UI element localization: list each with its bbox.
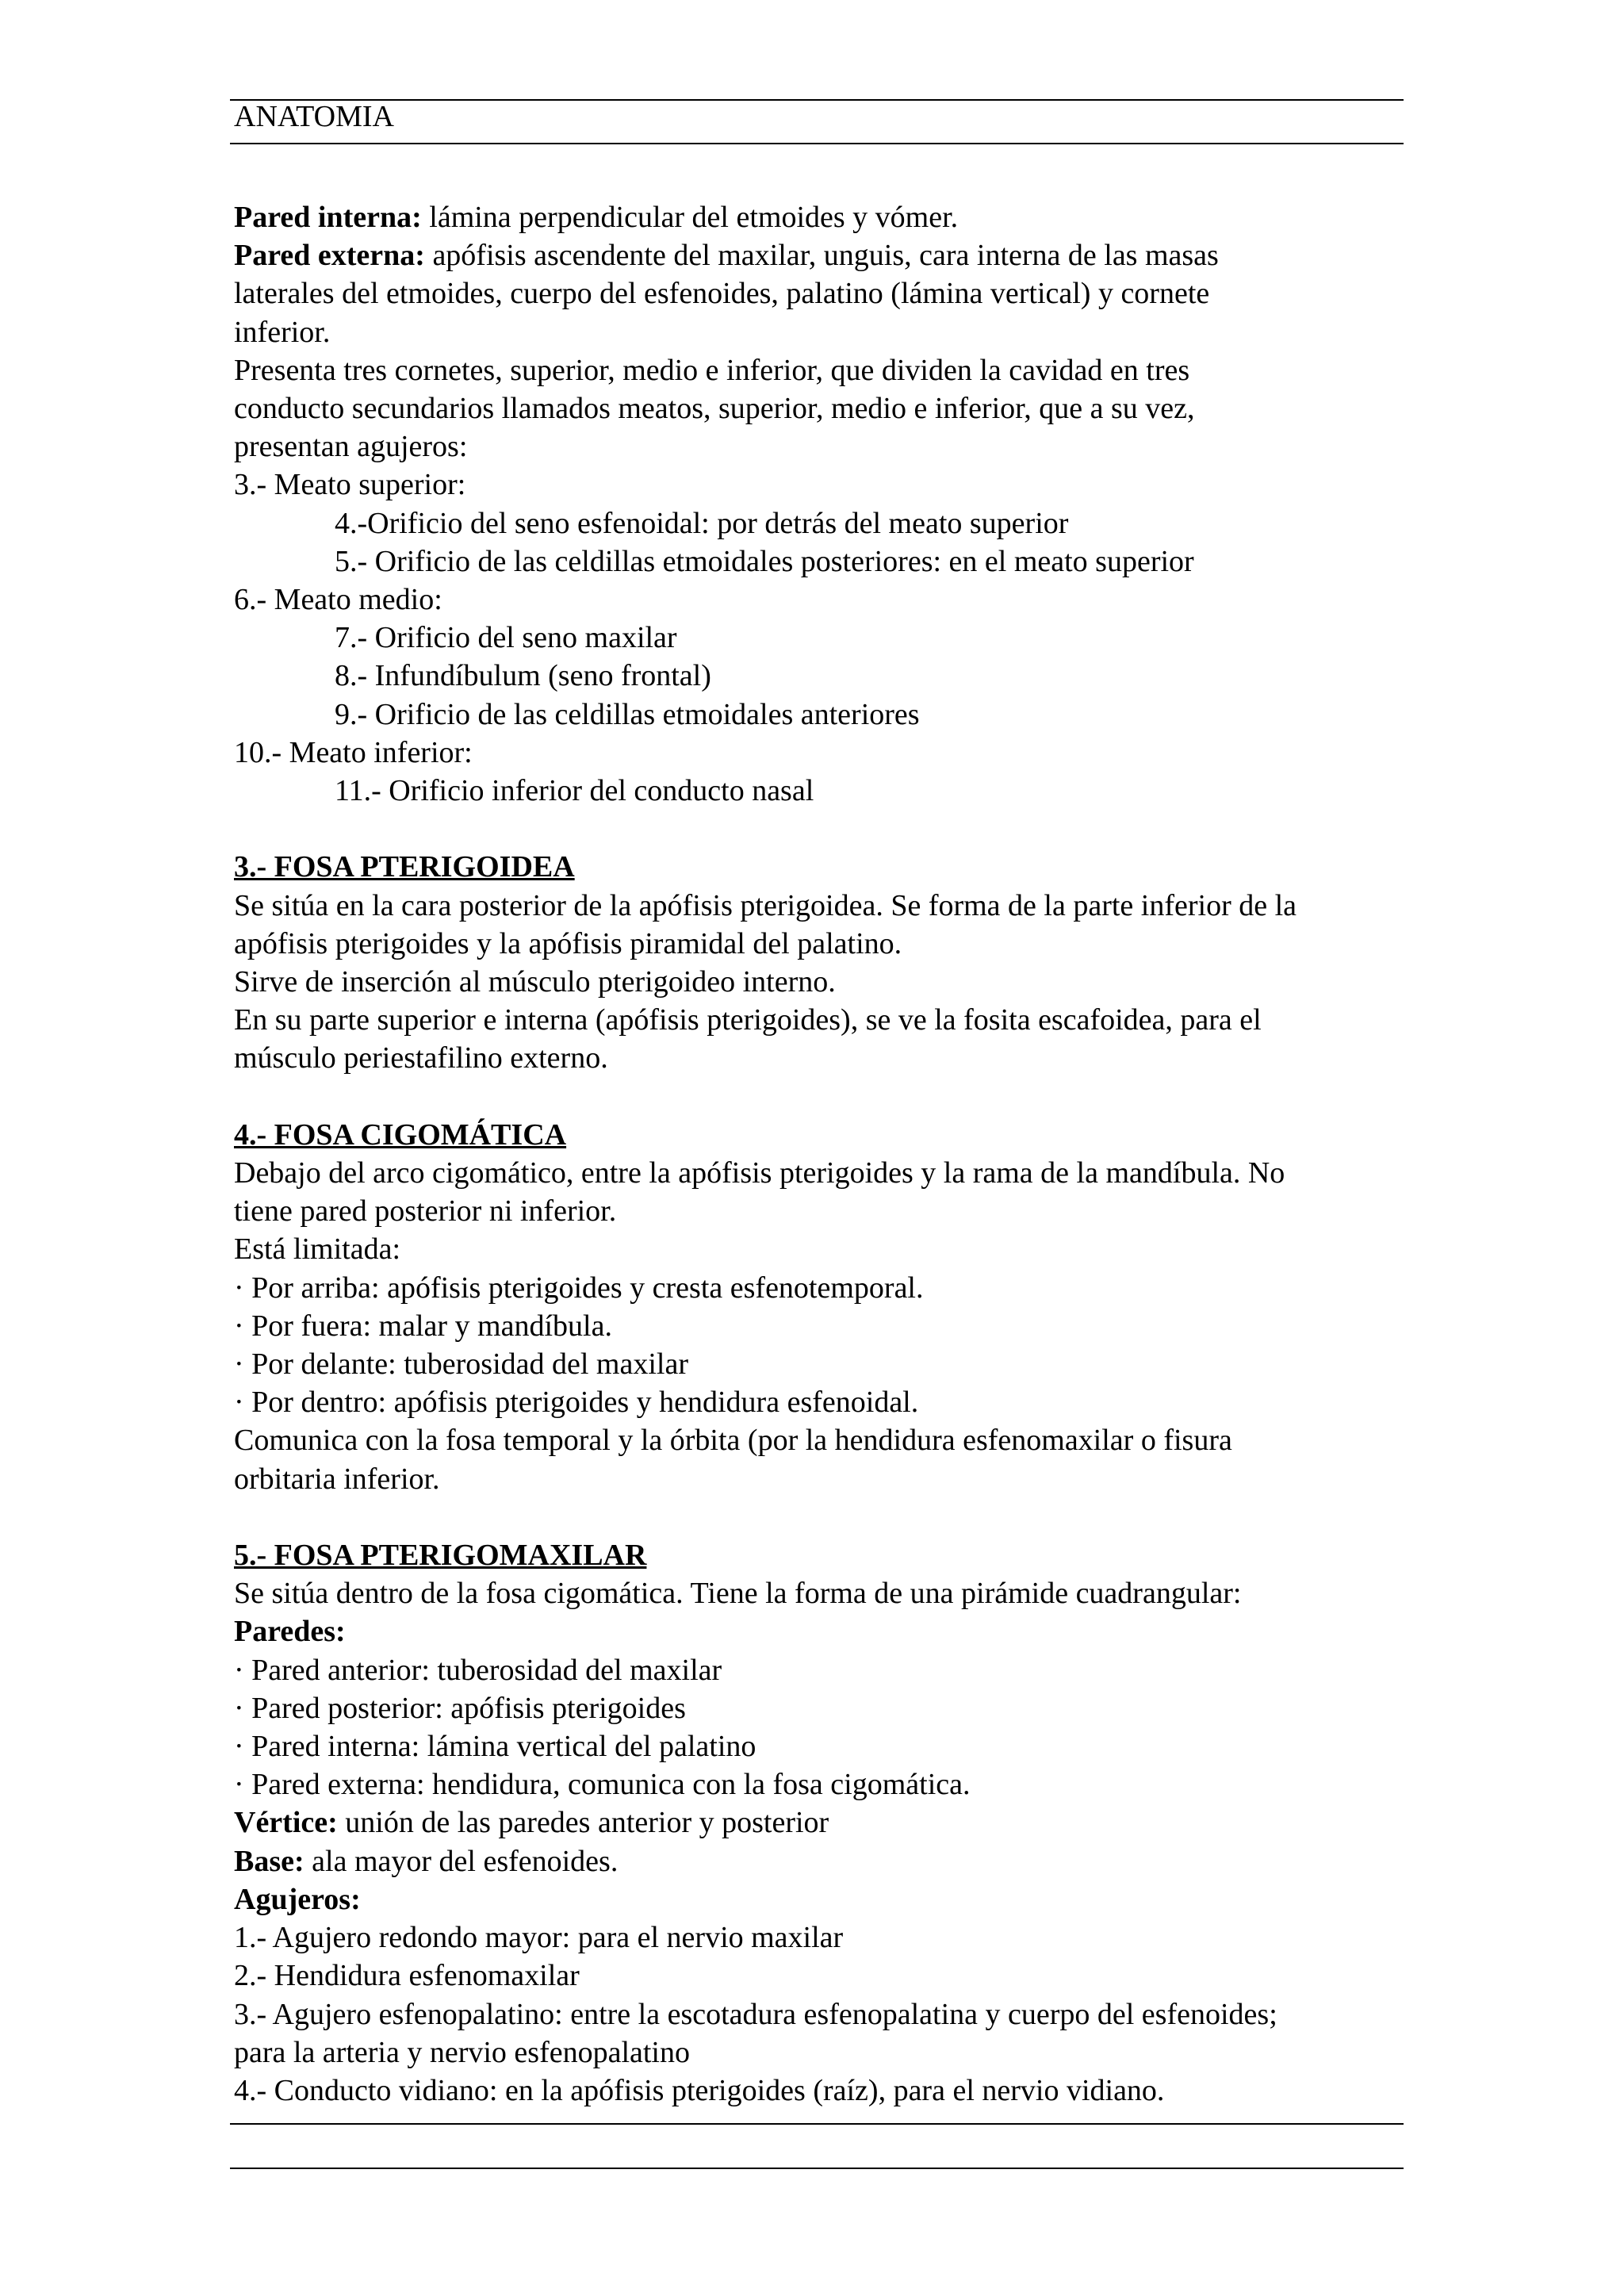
section-heading-fosa-pterigomaxilar: 5.- FOSA PTERIGOMAXILAR [234, 1539, 647, 1573]
list-item: 10.- Meato inferior: [234, 735, 473, 769]
pared-externa-text: apófisis ascendente del maxilar, unguis, cara interna de las masas [424, 239, 1219, 273]
list-item: 3.- Meato superior: [234, 468, 466, 502]
header-bottom-rule [230, 143, 1404, 144]
sub-list-item: 9.- Orificio de las celdillas etmoidales anteriores [335, 697, 920, 731]
pared-externa-label: Pared externa: [234, 239, 425, 273]
text-line: En su parte superior e interna (apófisis pterigoides), se ve la fosita escafoidea, para el [234, 1003, 1262, 1037]
text-line: Presenta tres cornetes, superior, medio e inferior, que dividen la cavidad en tres [234, 353, 1190, 387]
text-line: laterales del etmoides, cuerpo del esfenoides, palatino (lámina vertical) y cornete [234, 277, 1210, 311]
base-text: ala mayor del esfenoides. [304, 1844, 619, 1878]
bullet-item: · Pared externa: hendidura, comunica con la fosa cigomática. [234, 1768, 971, 1802]
sub-list-item: 4.-Orificio del seno esfenoidal: por detrás del meato superior [335, 506, 1069, 540]
section-heading-fosa-cigomatica: 4.- FOSA CIGOMÁTICA [234, 1117, 567, 1152]
sub-list-item: 5.- Orificio de las celdillas etmoidales posteriores: en el meato superior [335, 544, 1194, 578]
list-item: 3.- Agujero esfenopalatino: entre la escotadura esfenopalatina y cuerpo del esfenoides; [234, 1997, 1277, 2031]
agujeros-label: Agujeros: [234, 1882, 361, 1916]
paredes-label: Paredes: [234, 1615, 346, 1649]
footer-bottom-rule [230, 2168, 1404, 2169]
list-item: 6.- Meato medio: [234, 583, 442, 617]
text-line: Debajo del arco cigomático, entre la apófisis pterigoides y la rama de la mandíbula. No [234, 1156, 1285, 1190]
header-top-rule [230, 99, 1404, 101]
bullet-item: · Por fuera: malar y mandíbula. [234, 1309, 612, 1343]
document-body [234, 198, 1404, 2110]
list-item: 2.- Hendidura esfenomaxilar [234, 1959, 580, 1993]
section-heading-fosa-pterigoidea: 3.- FOSA PTERIGOIDEA [234, 850, 575, 884]
text-line: tiene pared posterior ni inferior. [234, 1194, 617, 1228]
text-line: Se sitúa en la cara posterior de la apófisis pterigoidea. Se forma de la parte inferior de la [234, 888, 1297, 922]
pared-interna-label: Pared interna: [234, 201, 422, 234]
pared-interna-line [234, 198, 1404, 236]
pared-interna-text: lámina perpendicular del etmoides y vómer. [421, 201, 959, 234]
text-line: músculo periestafilino externo. [234, 1041, 608, 1075]
text-line: apófisis pterigoides y la apófisis piramidal del palatino. [234, 926, 902, 960]
header-title: ANATOMIA [234, 100, 394, 133]
sub-list-item: 11.- Orificio inferior del conducto nasal [335, 774, 814, 808]
sub-list-item: 7.- Orificio del seno maxilar [335, 621, 677, 655]
paragraph-gap [234, 1498, 1404, 1536]
base-line [234, 1842, 1404, 1880]
paragraph-gap [234, 810, 1404, 848]
bullet-item: · Por arriba: apófisis pterigoides y cresta esfenotemporal. [234, 1271, 924, 1305]
pared-externa-line [234, 236, 1404, 274]
list-item: 1.- Agujero redondo mayor: para el nervio maxilar [234, 1921, 844, 1955]
bullet-item: · Pared anterior: tuberosidad del maxilar [234, 1653, 722, 1687]
text-line: inferior. [234, 315, 331, 349]
text-line: presentan agujeros: [234, 430, 468, 464]
vertice-line [234, 1803, 1404, 1842]
text-line: conducto secundarios llamados meatos, superior, medio e inferior, que a su vez, [234, 392, 1195, 426]
text-line: orbitaria inferior. [234, 1462, 440, 1496]
bullet-item: · Pared posterior: apófisis pterigoides [234, 1691, 686, 1725]
text-line: Comunica con la fosa temporal y la órbita (por la hendidura esfenomaxilar o fisura [234, 1424, 1232, 1458]
text-line: Está limitada: [234, 1232, 401, 1267]
vertice-label: Vértice: [234, 1806, 338, 1840]
bullet-item: · Por dentro: apófisis pterigoides y hendidura esfenoidal. [234, 1386, 919, 1420]
text-line: Se sitúa dentro de la fosa cigomática. Tiene la forma de una pirámide cuadrangular: [234, 1577, 1242, 1611]
base-label: Base: [234, 1844, 304, 1878]
bullet-item: · Pared interna: lámina vertical del palatino [234, 1730, 756, 1764]
list-item: 4.- Conducto vidiano: en la apófisis pterigoides (raíz), para el nervio vidiano. [234, 2073, 1165, 2107]
text-line: Sirve de inserción al músculo pterigoideo interno. [234, 965, 836, 999]
text-line: para la arteria y nervio esfenopalatino [234, 2035, 690, 2069]
vertice-text: unión de las paredes anterior y posterior [337, 1806, 829, 1840]
paragraph-gap [234, 1078, 1404, 1116]
bullet-item: · Por delante: tuberosidad del maxilar [234, 1347, 688, 1382]
footer-top-rule [230, 2123, 1404, 2125]
sub-list-item: 8.- Infundíbulum (seno frontal) [335, 659, 711, 693]
